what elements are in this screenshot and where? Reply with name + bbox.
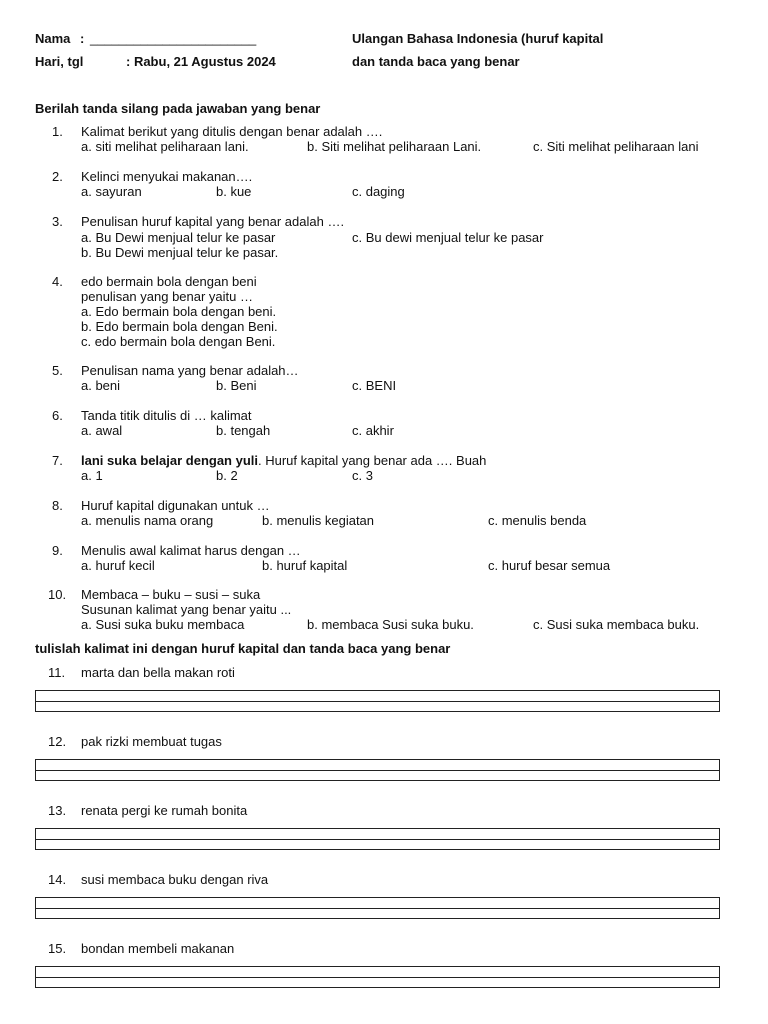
question-text: edo bermain bola dengan beni	[81, 274, 257, 289]
question-number: 6.	[52, 408, 63, 423]
answer-option: b. Edo bermain bola dengan Beni.	[81, 319, 278, 334]
question-number: 11.	[48, 665, 66, 680]
question-text-line2: Susunan kalimat yang benar yaitu ...	[81, 602, 292, 617]
answer-option: a. huruf kecil	[81, 558, 155, 573]
answer-option: c. Bu dewi menjual telur ke pasar	[352, 230, 544, 245]
question-text: marta dan bella makan roti	[81, 665, 235, 680]
question-number: 13.	[48, 803, 67, 818]
answer-writing-box[interactable]	[35, 759, 720, 781]
section-a-instruction: Berilah tanda silang pada jawaban yang benar	[35, 101, 321, 116]
question-text: Menulis awal kalimat harus dengan …	[81, 543, 301, 558]
question-text: Penulisan huruf kapital yang benar adalah ….	[81, 214, 345, 229]
writing-line	[36, 908, 719, 909]
answer-option: c. BENI	[352, 378, 397, 393]
writing-line	[36, 701, 719, 702]
question-number: 4.	[52, 274, 63, 289]
answer-option: c. 3	[352, 468, 373, 483]
answer-option: c. Siti melihat peliharaan lani	[533, 139, 699, 154]
test-title-line1: Ulangan Bahasa Indonesia (huruf kapital	[352, 31, 604, 46]
question-text: Kelinci menyukai makanan….	[81, 169, 253, 184]
question-number: 1.	[52, 124, 63, 139]
answer-option: b. Bu Dewi menjual telur ke pasar.	[81, 245, 279, 260]
answer-option: b. huruf kapital	[262, 558, 348, 573]
answer-option: b. menulis kegiatan	[262, 513, 375, 528]
answer-option: c. akhir	[352, 423, 394, 438]
answer-option: c. huruf besar semua	[488, 558, 611, 573]
answer-option: a. Bu Dewi menjual telur ke pasar	[81, 230, 276, 245]
question-number: 9.	[52, 543, 63, 558]
name-colon: :	[80, 31, 85, 46]
answer-option: c. menulis benda	[488, 513, 587, 528]
writing-line	[36, 839, 719, 840]
answer-option: c. Susi suka membaca buku.	[533, 617, 700, 632]
question-text: Huruf kapital digunakan untuk …	[81, 498, 270, 513]
question-text: susi membaca buku dengan riva	[81, 872, 269, 887]
answer-option: b. 2	[216, 468, 238, 483]
answer-option: b. Beni	[216, 378, 257, 393]
question-number: 8.	[52, 498, 63, 513]
question-number: 2.	[52, 169, 63, 184]
question-number: 7.	[52, 453, 63, 468]
answer-writing-box[interactable]	[35, 690, 720, 712]
question-text-line2: penulisan yang benar yaitu …	[81, 289, 254, 304]
question-text	[81, 453, 486, 468]
writing-line	[36, 977, 719, 978]
test-title-line2: dan tanda baca yang benar	[352, 54, 520, 69]
answer-option: b. Siti melihat peliharaan Lani.	[307, 139, 482, 154]
name-label: Nama	[35, 31, 71, 46]
answer-writing-box[interactable]	[35, 897, 720, 919]
date-label: Hari, tgl	[35, 54, 84, 69]
question-number: 3.	[52, 214, 63, 229]
answer-option: a. awal	[81, 423, 123, 438]
answer-writing-box[interactable]	[35, 828, 720, 850]
writing-line	[36, 770, 719, 771]
answer-option: a. menulis nama orang	[81, 513, 214, 528]
answer-option: a. siti melihat peliharaan lani.	[81, 139, 249, 154]
question-text: pak rizki membuat tugas	[81, 734, 222, 749]
answer-option: a. 1	[81, 468, 103, 483]
answer-option: b. kue	[216, 184, 252, 199]
question-number: 10.	[48, 587, 67, 602]
question-text: renata pergi ke rumah bonita	[81, 803, 248, 818]
answer-option: c. edo bermain bola dengan Beni.	[81, 334, 276, 349]
question-number: 5.	[52, 363, 63, 378]
question-text: bondan membeli makanan	[81, 941, 235, 956]
question-number: 12.	[48, 734, 67, 749]
answer-option: a. Edo bermain bola dengan beni.	[81, 304, 277, 319]
answer-option: a. beni	[81, 378, 121, 393]
question-text: Tanda titik ditulis di … kalimat	[81, 408, 252, 423]
answer-option: c. daging	[352, 184, 405, 199]
question-text: Penulisan nama yang benar adalah…	[81, 363, 299, 378]
question-bold-sentence: lani suka belajar dengan yuli	[81, 453, 259, 468]
question-text: Kalimat berikut yang ditulis dengan benar adalah ….	[81, 124, 383, 139]
question-text-rest: . Huruf kapital yang benar ada …. Buah	[258, 453, 487, 468]
answer-writing-box[interactable]	[35, 966, 720, 988]
answer-option: b. tengah	[216, 423, 271, 438]
answer-option: b. membaca Susi suka buku.	[307, 617, 474, 632]
question-text: Membaca – buku – susi – suka	[81, 587, 261, 602]
name-blank: _______________________	[90, 31, 257, 46]
date-value: : Rabu, 21 Agustus 2024	[126, 54, 276, 69]
question-number: 15.	[48, 941, 67, 956]
answer-option: a. Susi suka buku membaca	[81, 617, 245, 632]
question-number: 14.	[48, 872, 67, 887]
section-b-instruction: tulislah kalimat ini dengan huruf kapital dan tanda baca yang benar	[35, 641, 451, 656]
answer-option: a. sayuran	[81, 184, 142, 199]
